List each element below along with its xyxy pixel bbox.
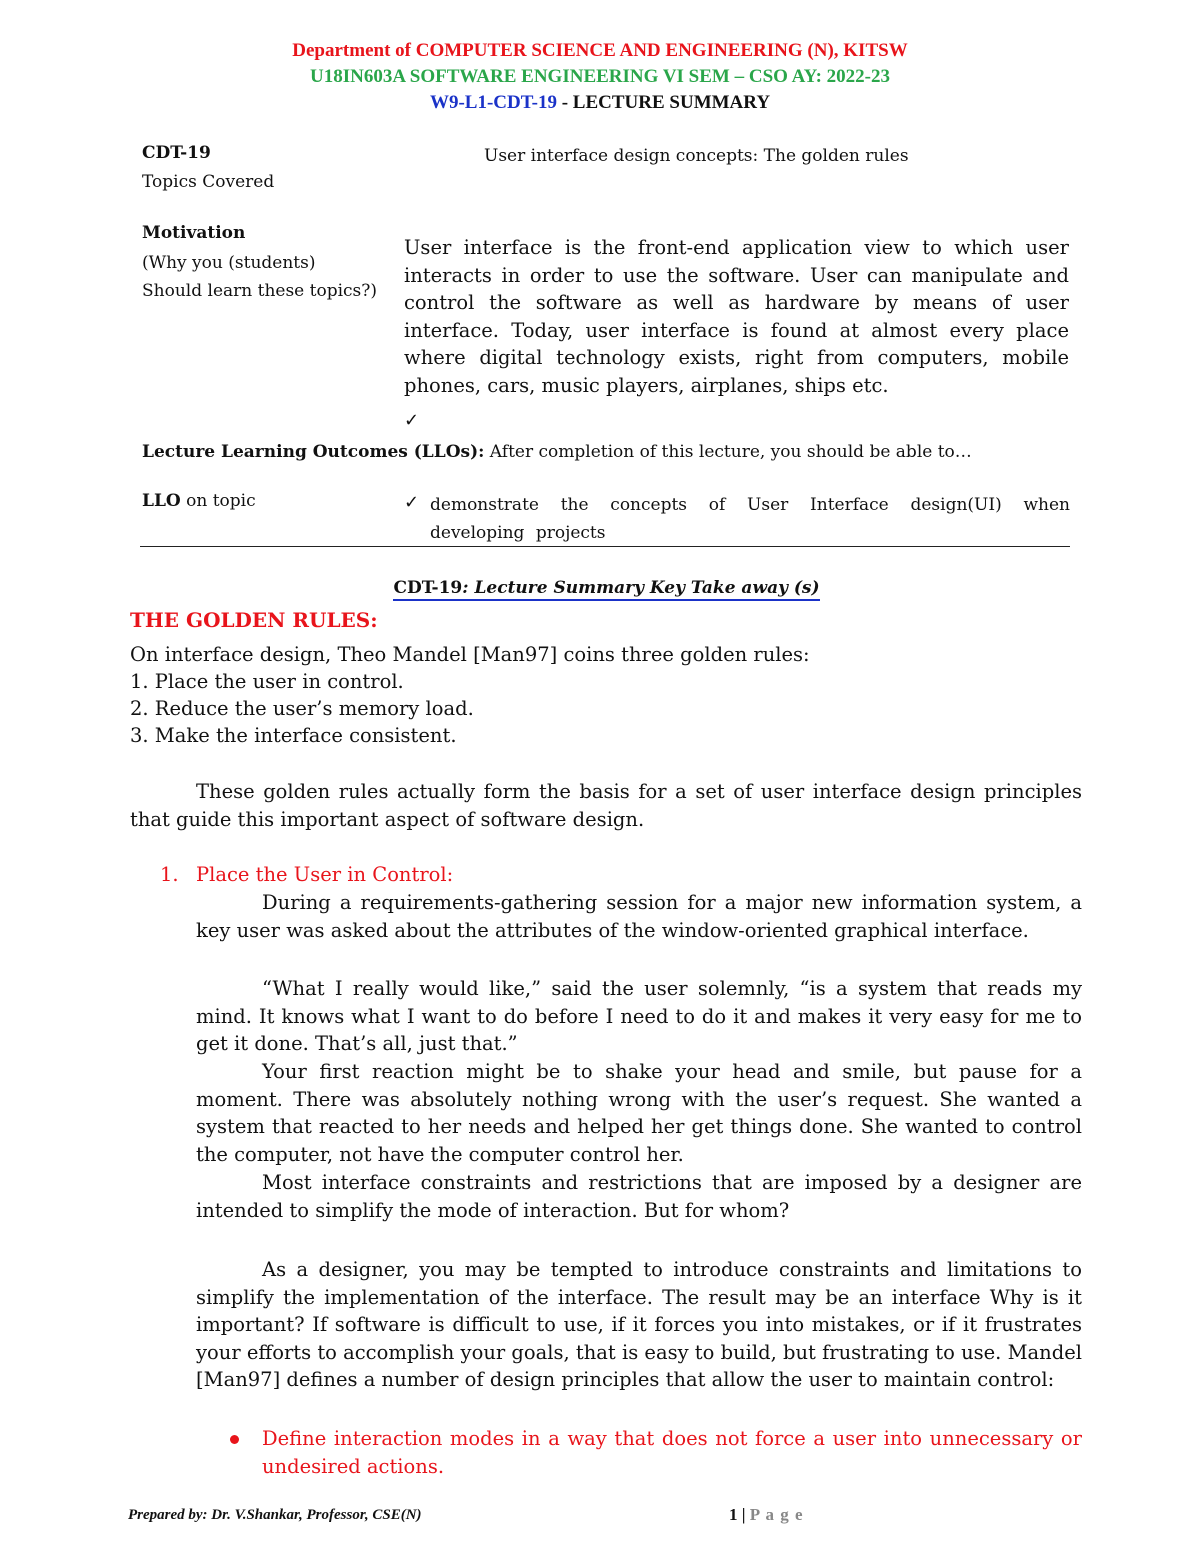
llo-label-rest: on topic — [180, 491, 256, 511]
page-footer — [729, 1505, 804, 1525]
motivation-sub2: Should learn these topics?) — [142, 281, 378, 301]
summary-title-rest: : Lecture Summary Key Take away (s) — [462, 578, 820, 598]
llo-check-icon: ✓ — [404, 492, 420, 513]
lecture-code: W9-L1-CDT-19 — [429, 92, 557, 113]
summary-title — [0, 578, 1200, 598]
llo-label — [142, 491, 256, 511]
golden-rule-1: 1. Place the user in control. — [130, 670, 404, 693]
section1-para5: As a designer, you may be tempted to introduce constraints and limitations to simplify the implementation of the interface. The result may be an interface Why is it important? If software is difficult to use, if it forces you into mistakes, or if it frustrates your efforts to accomplish your goals, that is easy to build, but frustrating to use. Mandel [Man97] defines a number of design principles that allow the user to maintain control: — [196, 1258, 1082, 1391]
golden-rules-heading: THE GOLDEN RULES: — [130, 608, 378, 632]
summary-title-code: CDT-19 — [393, 578, 463, 598]
llo-heading-line — [142, 442, 972, 462]
golden-rule-2: 2. Reduce the user’s memory load. — [130, 697, 474, 720]
motivation-text: User interface is the front-end application view to which user interacts in order to use the software. User can manipulate and control the software as well as hardware by means of user interface. Today, user interface is found at almost every place where digital technology exists, right from computers, mobile phones, cars, music players, airplanes, ships etc. — [404, 236, 1069, 397]
section1-title: Place the User in Control: — [196, 863, 454, 886]
motivation-label: Motivation — [142, 223, 246, 243]
golden-rule-3: 3. Make the interface consistent. — [130, 724, 457, 747]
topics-value: User interface design concepts: The golden rules — [484, 146, 909, 166]
motivation-sub1: (Why you (students) — [142, 253, 316, 273]
topics-label: Topics Covered — [142, 172, 275, 192]
llo-label-bold: LLO — [142, 491, 181, 511]
basis-paragraph: These golden rules actually form the basis for a set of user interface design principles that guide this important aspect of software design. — [130, 780, 1082, 831]
check-mark-icon: ✓ — [404, 410, 420, 431]
page-word: P a g e — [749, 1505, 804, 1524]
section1-bullet1: Define interaction modes in a way that does not force a user into unnecessary or undesired actions. — [262, 1427, 1082, 1478]
bullet-dot-icon — [230, 1435, 239, 1444]
section1-para3: Your first reaction might be to shake your head and smile, but pause for a moment. There was absolutely nothing wrong with the user’s request. She wanted a system that reacted to her needs and helped her get things done. She wanted to control the computer, not have the computer control her. — [196, 1060, 1082, 1166]
section1-para2: “What I really would like,” said the user solemnly, “is a system that reads my mind. It knows what I want to do before I need to do it and makes it very easy for me to get it done. That’s all, just that.” — [196, 977, 1082, 1055]
llo-intro: After completion of this lecture, you should be able to… — [484, 442, 972, 462]
prepared-by: Prepared by: Dr. V.Shankar, Professor, CSE(N) — [128, 1507, 422, 1523]
divider-line — [140, 546, 1070, 547]
course-title: U18IN603A SOFTWARE ENGINEERING VI SEM – CSO AY: 2022-23 — [310, 66, 890, 87]
section1-para1: During a requirements-gathering session for a major new information system, a key user was asked about the attributes of the window-oriented graphical interface. — [196, 891, 1082, 942]
golden-rules-intro: On interface design, Theo Mandel [Man97] coins three golden rules: — [130, 643, 810, 666]
cdt-label: CDT-19 — [142, 143, 211, 163]
page-number: 1 — [729, 1505, 738, 1524]
llo-item: demonstrate the concepts of User Interface design(UI) when developing projects — [430, 495, 1070, 543]
llo-heading: Lecture Learning Outcomes (LLOs): — [142, 442, 485, 462]
lecture-title — [0, 92, 1200, 114]
section1-number: 1. — [160, 863, 179, 886]
department-title: Department of COMPUTER SCIENCE AND ENGINEERING (N), KITSW — [292, 40, 908, 61]
page-separator: | — [737, 1505, 750, 1524]
lecture-title-rest: - LECTURE SUMMARY — [556, 92, 771, 113]
section1-para4: Most interface constraints and restrictions that are imposed by a designer are intended to simplify the mode of interaction. But for whom? — [196, 1171, 1082, 1222]
summary-title-underline — [393, 578, 819, 601]
